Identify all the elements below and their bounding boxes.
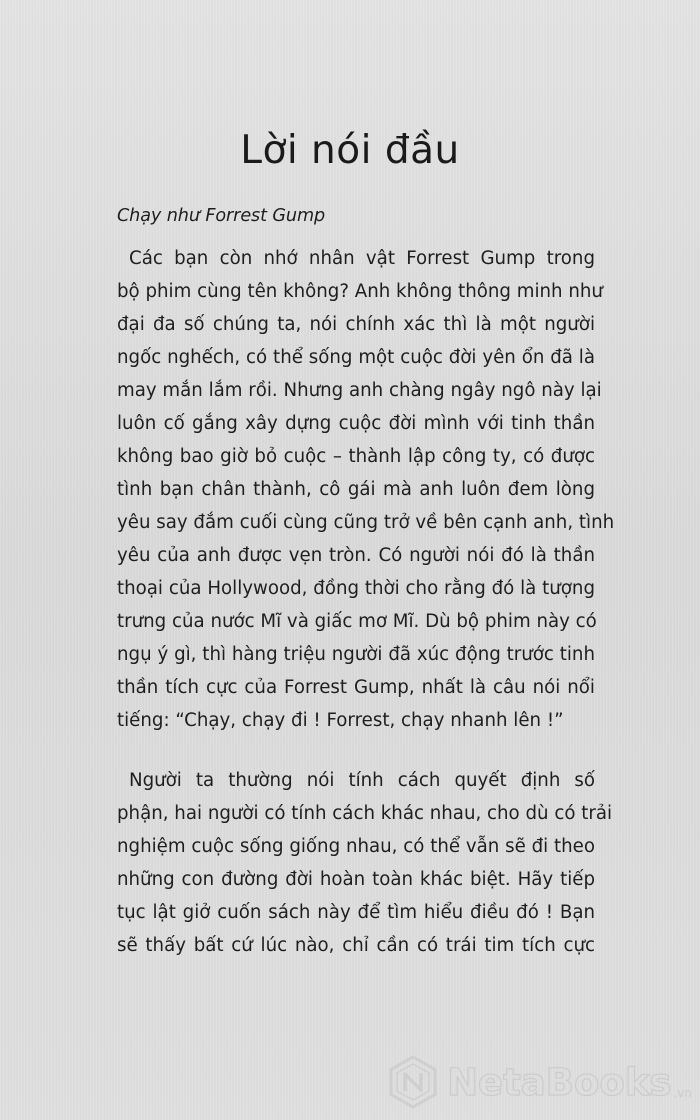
text-line: luôn cố gắng xây dựng cuộc đời mình với tinh thần: [117, 413, 595, 434]
text-line: trưng của nước Mĩ và giấc mơ Mĩ. Dù bộ phim này có: [117, 611, 597, 632]
paragraph-1: [117, 242, 615, 737]
text-line: những con đường đời hoàn toàn khác biệt. Hãy tiếp: [117, 869, 595, 890]
text-line: ngụ ý gì, thì hàng triệu người đã xúc động trước tinh: [117, 644, 595, 665]
text-line: yêu say đắm cuối cùng cũng trở về bên cạnh anh, tình: [117, 512, 615, 533]
text-line: bộ phim cùng tên không? Anh không thông minh như: [117, 281, 603, 302]
text-line: không bao giờ bỏ cuộc – thành lập công ty, có được: [117, 446, 595, 467]
watermark-suffix: .vn: [673, 1086, 692, 1100]
text-line: tục lật giở cuốn sách này để tìm hiểu điều đó ! Bạn: [117, 902, 595, 923]
paragraph-2: [117, 764, 613, 962]
text-line: ngốc nghếch, có thể sống một cuộc đời yên ổn đã là: [117, 347, 595, 368]
section-subtitle: Chạy như Forrest Gump: [117, 206, 326, 226]
page-title: Lời nói đầu: [240, 128, 460, 173]
text-line: Người ta thường nói tính cách quyết định số: [129, 770, 595, 791]
publisher-watermark: [385, 1054, 692, 1110]
text-line: yêu của anh được vẹn tròn. Có người nói đó là thần: [117, 545, 595, 566]
text-line: thoại của Hollywood, đồng thời cho rằng đó là tượng: [117, 578, 595, 599]
text-line: may mắn lắm rồi. Nhưng anh chàng ngây ngô này lại: [117, 380, 602, 401]
text-line: sẽ thấy bất cứ lúc nào, chỉ cần có trái tim tích cực: [117, 935, 595, 956]
text-line: đại đa số chúng ta, nói chính xác thì là một người: [117, 314, 595, 335]
text-line: nghiệm cuộc sống giống nhau, có thể vẫn sẽ đi theo: [117, 836, 595, 857]
text-line: tình bạn chân thành, cô gái mà anh luôn đem lòng: [117, 479, 595, 500]
text-line: tiếng: “Chạy, chạy đi ! Forrest, chạy nhanh lên !”: [117, 710, 564, 731]
text-line: thần tích cực của Forrest Gump, nhất là câu nói nổi: [117, 677, 595, 698]
text-line: Các bạn còn nhớ nhân vật Forrest Gump trong: [129, 248, 595, 269]
text-line: phận, hai người có tính cách khác nhau, cho dù có trải: [117, 803, 613, 824]
netabooks-logo-icon: [385, 1054, 441, 1110]
watermark-brand: NetaBooks: [447, 1060, 672, 1104]
